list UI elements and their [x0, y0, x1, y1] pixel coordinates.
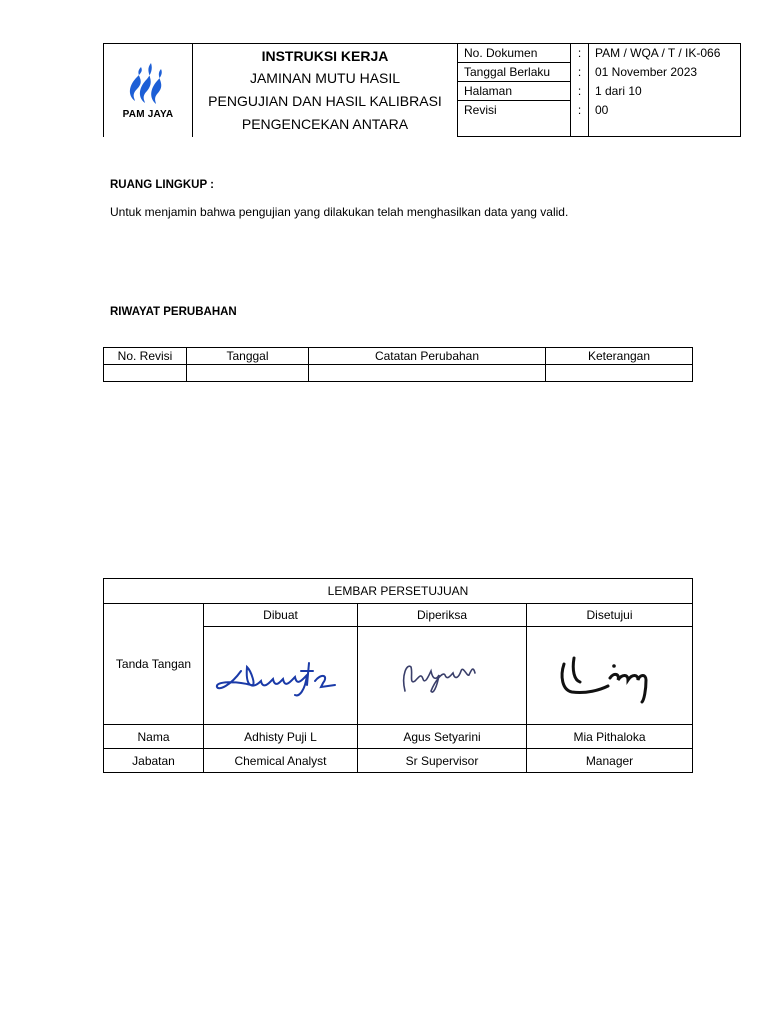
- meta-value-effective-date: 01 November 2023: [589, 63, 741, 82]
- name-label: Nama: [104, 725, 204, 749]
- meta-colon: :: [571, 82, 589, 101]
- approval-title: LEMBAR PERSETUJUAN: [104, 579, 693, 604]
- table-header-row: [104, 348, 693, 365]
- meta-value-page: 1 dari 10: [589, 82, 741, 101]
- doc-title-line-3: PENGENCEKAN ANTARA: [241, 115, 409, 132]
- title-cell: [193, 44, 458, 137]
- column-header: Tanggal: [187, 348, 309, 365]
- doc-type-title: INSTRUKSI KERJA: [261, 47, 389, 64]
- logo-cell: [104, 44, 193, 137]
- column-header-approved: Disetujui: [527, 604, 693, 627]
- column-header: Catatan Perubahan: [309, 348, 546, 365]
- table-row: [104, 365, 693, 382]
- meta-value-document-no: PAM / WQA / T / IK-066: [589, 44, 741, 63]
- table-cell: [546, 365, 693, 382]
- doc-title-line-2: PENGUJIAN DAN HASIL KALIBRASI: [208, 92, 442, 109]
- meta-colon: :: [571, 63, 589, 82]
- column-header-checked: Diperiksa: [358, 604, 527, 627]
- position-label: Jabatan: [104, 749, 204, 773]
- approval-table: [103, 578, 693, 773]
- revision-history-table: [103, 347, 693, 382]
- column-header: Keterangan: [546, 348, 693, 365]
- position-prepared: Chemical Analyst: [204, 749, 358, 773]
- scope-heading: RUANG LINGKUP :: [110, 179, 214, 191]
- meta-label-effective-date: Tanggal Berlaku: [458, 63, 571, 82]
- table-cell: [187, 365, 309, 382]
- position-checked: Sr Supervisor: [358, 749, 527, 773]
- name-approved: Mia Pithaloka: [527, 725, 693, 749]
- position-approved: Manager: [527, 749, 693, 773]
- meta-label-page: Halaman: [458, 82, 571, 101]
- scope-text: Untuk menjamin bahwa pengujian yang dilakukan telah menghasilkan data yang valid.: [110, 205, 569, 219]
- signature-image: [387, 651, 497, 701]
- pam-jaya-logo-icon: [121, 61, 175, 107]
- signature-label: Tanda Tangan: [104, 604, 204, 725]
- meta-colon: :: [571, 101, 589, 137]
- signature-image: [550, 646, 670, 706]
- column-header: No. Revisi: [104, 348, 187, 365]
- logo-text: PAM JAYA: [122, 108, 174, 120]
- table-cell: [309, 365, 546, 382]
- meta-label-document-no: No. Dokumen: [458, 44, 571, 63]
- signature-approved: [527, 627, 693, 725]
- signature-prepared: [204, 627, 358, 725]
- meta-colon: :: [571, 44, 589, 63]
- history-heading: RIWAYAT PERUBAHAN: [110, 306, 237, 318]
- table-cell: [104, 365, 187, 382]
- meta-label-revision: Revisi: [458, 101, 571, 137]
- doc-title-line-1: JAMINAN MUTU HASIL: [249, 69, 401, 86]
- signature-checked: [358, 627, 527, 725]
- name-checked: Agus Setyarini: [358, 725, 527, 749]
- signature-image: [211, 651, 351, 701]
- meta-value-revision: 00: [589, 101, 741, 137]
- column-header-prepared: Dibuat: [204, 604, 358, 627]
- document-header: [103, 43, 741, 137]
- name-prepared: Adhisty Puji L: [204, 725, 358, 749]
